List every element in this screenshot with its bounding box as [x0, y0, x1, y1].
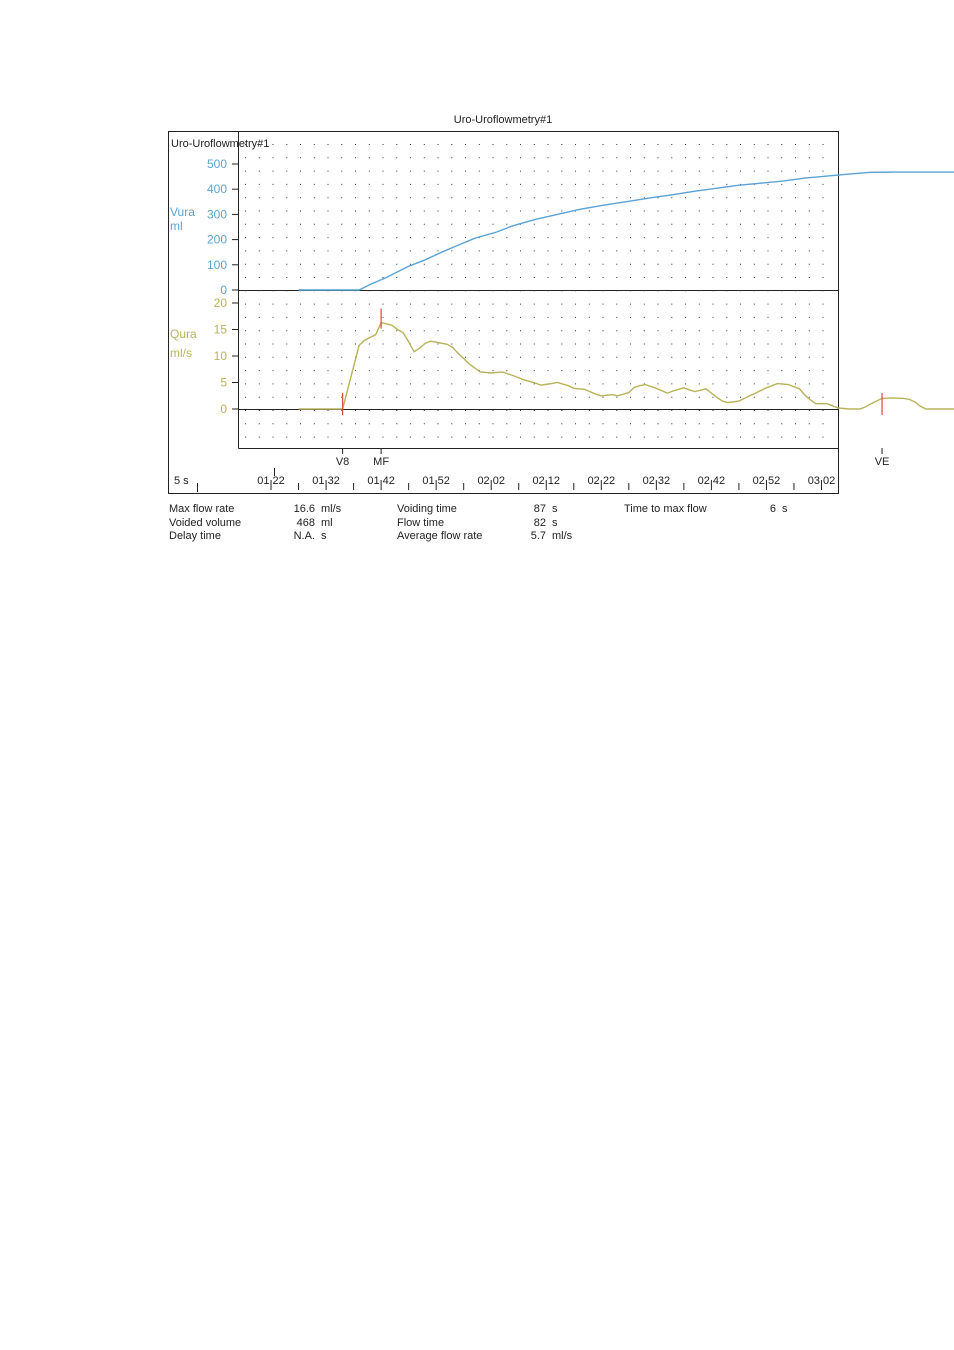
time-tick-label: 02 02	[477, 475, 505, 487]
time-tick-label: 01 42	[367, 475, 395, 487]
volume-series-line	[299, 172, 954, 290]
stat-unit: s	[552, 516, 558, 529]
flow-tick-label: 20	[213, 296, 227, 310]
marker-label: MF	[373, 456, 390, 468]
stat-value: 82	[533, 516, 546, 529]
stat-label: Voided volume	[169, 516, 242, 529]
volume-axis-unit: ml	[170, 219, 183, 233]
flow-series-line	[299, 323, 954, 409]
stat-label: Average flow rate	[397, 530, 483, 542]
marker-label: VE	[874, 456, 890, 468]
stat-max-flow-rate	[169, 503, 341, 517]
marker-label: V8	[335, 456, 350, 468]
stat-value: 87	[533, 503, 546, 515]
volume-tick-label: 500	[206, 157, 227, 171]
event-markers	[336, 309, 890, 468]
stat-average-flow-rate	[397, 530, 572, 544]
stat-label: Delay time	[169, 530, 221, 542]
stat-unit: s	[321, 530, 327, 542]
stat-label: Voiding time	[397, 503, 457, 515]
time-scale-label: 5 s	[174, 475, 189, 487]
stat-unit: s	[782, 503, 788, 515]
stat-delay-time	[169, 530, 341, 544]
time-tick-label: 02 22	[587, 475, 616, 487]
flow-tick-label: 0	[220, 402, 227, 416]
flow-tick-label: 15	[213, 322, 227, 337]
stat-label: Flow time	[397, 516, 445, 529]
stat-unit: ml/s	[321, 503, 342, 515]
time-tick-label: 02 42	[697, 475, 726, 487]
volume-tick-label: 200	[206, 232, 227, 247]
volume-tick-label: 300	[206, 207, 227, 222]
stat-flow-time	[397, 517, 572, 531]
time-tick-label: 01 32	[312, 475, 340, 487]
flow-axis-unit: ml/s	[170, 346, 192, 360]
stat-time-to-max-flow	[624, 503, 788, 517]
stat-voiding-time	[397, 503, 572, 517]
flow-axis	[214, 296, 238, 416]
stat-value: 468	[296, 516, 315, 529]
stat-unit: ml	[321, 516, 333, 529]
time-tick-label: 01 22	[257, 475, 285, 487]
panel-title: Uro-Uroflowmetry#1	[171, 138, 270, 150]
volume-tick-label: 100	[206, 257, 227, 272]
time-tick-label: 02 12	[532, 475, 561, 487]
uroflowmetry-chart	[0, 0, 954, 520]
flow-tick-label: 10	[213, 349, 227, 363]
volume-axis-name: Vura	[170, 205, 195, 219]
report-title: Uro-Uroflowmetry#1	[453, 114, 553, 126]
stat-voided-volume	[169, 517, 341, 531]
time-tick-label: 02 52	[752, 475, 781, 487]
stat-unit: s	[552, 503, 558, 515]
flow-axis-name: Qura	[170, 327, 197, 341]
stat-label: Max flow rate	[169, 503, 235, 515]
time-tick-label: 02 32	[642, 475, 671, 487]
stat-label: Time to max flow	[624, 503, 707, 515]
volume-tick-label: 400	[206, 182, 227, 197]
stat-unit: ml/s	[552, 530, 573, 542]
stat-value: N.A.	[293, 530, 315, 542]
volume-axis	[207, 157, 238, 297]
stats-column-3	[624, 503, 788, 517]
time-axis	[257, 468, 835, 490]
flow-tick-label: 5	[220, 375, 227, 390]
volume-tick-label: 0	[220, 283, 227, 297]
time-tick-label: 03 02	[807, 475, 836, 487]
stat-value: 16.6	[293, 503, 315, 515]
stats-column-2	[397, 503, 572, 544]
stat-value: 6	[769, 503, 776, 515]
stats-column-1	[169, 503, 341, 544]
time-tick-label: 01 52	[422, 475, 450, 487]
stat-value: 5.7	[530, 530, 546, 542]
